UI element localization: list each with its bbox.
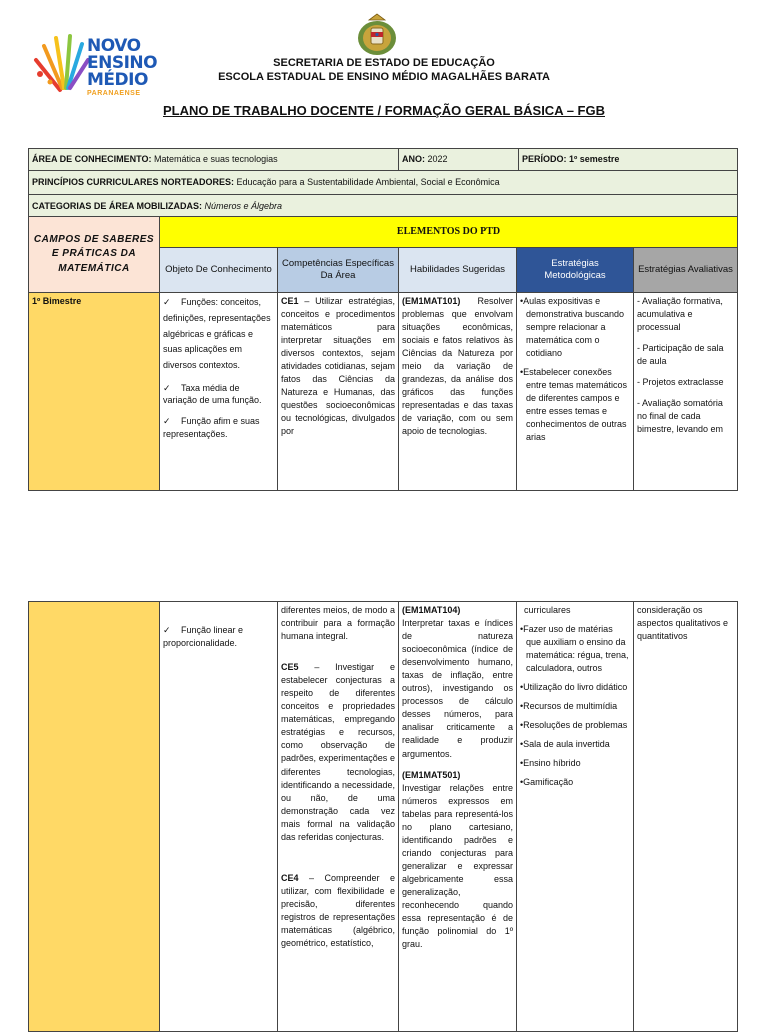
periodo-cell: PERÍODO: 1º semestre (519, 149, 738, 171)
metodologia-item: •Gamificação (520, 777, 574, 788)
metodologia-item: curriculares (524, 605, 571, 615)
state-crest-icon (354, 12, 400, 58)
habilidade-text: Resolver problemas que envolvam situações econômicas, sociais e fatos relativos às Ciências da Natureza por meio da variação de grandezas, da análise dos gráficos das funções representadas e das taxas de variação, com ou sem apoio de tecnologias. (402, 296, 513, 437)
habilidades-cell (399, 293, 517, 491)
metodologia-item: •Fazer uso de matérias que auxiliam o ensino da matemática: régua, trena, calculadora, outros (520, 624, 629, 674)
logo-text-ensino: ENSINO (87, 53, 158, 73)
objeto-item: ✓ Funções: conceitos, definições, representações algébricas e gráficas e suas aplicações em diversos contextos. (163, 297, 271, 370)
avaliacao-item: - Avaliação somatória no final de cada bimestre, levando em (637, 398, 724, 435)
metodologicas-cell (517, 293, 634, 491)
col-objeto-header: Objeto De Conhecimento (160, 248, 278, 293)
competencia-ce5: CE5 – Investigar e estabelecer conjecturas a respeito de diferentes conceitos e propriedades matemáticas, empregando estratégias e recursos, como observação de padrões, experimentações e diferentes tecnologias, identificando a necessidade, ou não, de uma demonstração cada vez mais formal na validação das referidas conjecturas. (281, 662, 395, 842)
competencia-code: CE1 (281, 296, 299, 306)
objeto-item: ✓ Função afim e suas representações. (163, 415, 260, 439)
metodologicas-cell (517, 602, 634, 1032)
principios-cell (29, 171, 738, 195)
logo-text-medio: MÉDIO (87, 70, 148, 90)
habilidade-text: Investigar relações entre números expressos em tabelas para representá-los no plano cartesiano, identificando padrões e criando conjecturas para generalizar e expressar algebricamente essa generalização, reconhecendo quando essa representação é de função polinomial do 1º grau. (402, 782, 513, 950)
avaliativas-cell (634, 293, 738, 491)
check-icon: ✓ (163, 297, 171, 307)
info-row-categorias (29, 195, 738, 219)
metodologia-item: •Recursos de multimídia (520, 701, 618, 712)
avaliacao-item: - Projetos extraclasse (637, 377, 724, 388)
check-icon: ✓ (163, 625, 171, 635)
metodologia-item: •Sala de aula invertida (520, 739, 610, 750)
habilidade-code: (EM1MAT501) (402, 769, 461, 780)
habilidades-cell (399, 602, 517, 1032)
principios-label: PRINCÍPIOS CURRICULARES NORTEADORES: (32, 176, 235, 187)
metodologia-item: •Resoluções de problemas (520, 720, 628, 731)
elementos-heading: ELEMENTOS DO PTD (160, 217, 738, 248)
habilidade-text: Interpretar taxas e índices de natureza socioeconômica (índice de desenvolvimento humano, taxas de inflação, entre outros), investigando os processos de cálculo desses números, para analisar criticamente a realidade e produzir argumentos. (402, 618, 513, 759)
page-title: PLANO DE TRABALHO DOCENTE / FORMAÇÃO GERAL BÁSICA – FGB (162, 103, 605, 118)
ano-cell (399, 149, 519, 171)
objeto-cell (160, 293, 278, 491)
col-habilidades-header: Habilidades Sugeridas (399, 248, 517, 293)
secretaria-heading: SECRETARIA DE ESTADO DE EDUCAÇÃO (273, 57, 495, 69)
habilidade-code: (EM1MAT101) (402, 296, 461, 306)
escola-heading: ESCOLA ESTADUAL DE ENSINO MÉDIO MAGALHÃES BARATA (218, 71, 550, 83)
ptd-table-page2 (28, 601, 738, 1032)
competencia-text: – Utilizar estratégias, conceitos e procedimentos matemáticos para interpretar situações em diversos contextos, sejam atividades cotidianas, sejam fatos das Ciências da Natureza e Humanas, das questões socioeconômicas ou tecnológicas, divulgados por (281, 296, 395, 437)
col-avaliativas-header: Estratégias Avaliativas (634, 248, 738, 293)
area-value: Matemática e suas tecnologias (151, 153, 278, 164)
objeto-item: ✓ Taxa média de variação de uma função. (163, 382, 262, 406)
avaliacao-item: - Avaliação formativa, acumulativa e processual (637, 296, 723, 333)
elements-header-row (29, 217, 738, 248)
table-row-continuation (29, 602, 738, 1032)
competencias-cell (278, 602, 399, 1032)
competencias-cell (278, 293, 399, 491)
col-metodologicas-header: Estratégias Metodológicas (517, 248, 634, 293)
col-competencias-header: Competências Específicas Da Área (278, 248, 399, 293)
objeto-item: ✓ Função linear e proporcionalidade. (163, 625, 244, 649)
bimestre-cell-continued (29, 602, 160, 1032)
logo-text-novo: NOVO (87, 36, 141, 56)
objeto-cell (160, 602, 278, 1032)
ano-value: 2022 (425, 153, 448, 164)
metodologia-item: •Utilização do livro didático (520, 682, 628, 693)
area-cell (29, 149, 399, 171)
competencia-ce4: CE4 – Compreender e utilizar, com flexibilidade e precisão, diferentes registros de representações matemáticas (algébrico, geométrico, estatístico, (281, 872, 395, 949)
table-row-bimestre-1 (29, 293, 738, 491)
metodologia-item: •Ensino híbrido (520, 758, 581, 769)
bimestre-cell: 1º Bimestre (29, 293, 160, 491)
campos-heading: CAMPOS DE SABERES E PRÁTICAS DA MATEMÁTICA (29, 217, 160, 293)
metodologia-item: •Aulas expositivas e demonstrativa buscando sempre relacionar a matemática com o cotidiano (520, 296, 625, 359)
categorias-label: CATEGORIAS DE ÁREA MOBILIZADAS: (32, 200, 202, 211)
avaliacao-item: consideração os aspectos qualitativos e quantitativos (637, 605, 729, 642)
habilidade-code: (EM1MAT104) (402, 605, 461, 615)
avaliacao-item: - Participação de sala de aula (637, 343, 724, 367)
info-table (28, 148, 738, 219)
competencia-continuation: diferentes meios, de modo a contribuir para a formação humana integral. (281, 605, 395, 642)
ano-label: ANO: (402, 153, 425, 164)
area-label: ÁREA DE CONHECIMENTO: (32, 153, 152, 164)
info-row-principios (29, 171, 738, 195)
check-icon: ✓ (163, 382, 171, 393)
logo-text-paranaense: PARANAENSE (87, 90, 141, 97)
check-icon: ✓ (163, 415, 171, 426)
categorias-value: Números e Álgebra (202, 200, 283, 211)
metodologia-item: •Estabelecer conexões entre temas matemáticos de diferentes campos e entre esses temas e conhecimentos de outras arias (520, 367, 628, 443)
categorias-cell (29, 195, 738, 219)
ptd-table-page1 (28, 216, 738, 491)
avaliativas-cell (634, 602, 738, 1032)
info-row-area (29, 149, 738, 171)
principios-value: Educação para a Sustentabilidade Ambiental, Social e Econômica (234, 176, 500, 187)
